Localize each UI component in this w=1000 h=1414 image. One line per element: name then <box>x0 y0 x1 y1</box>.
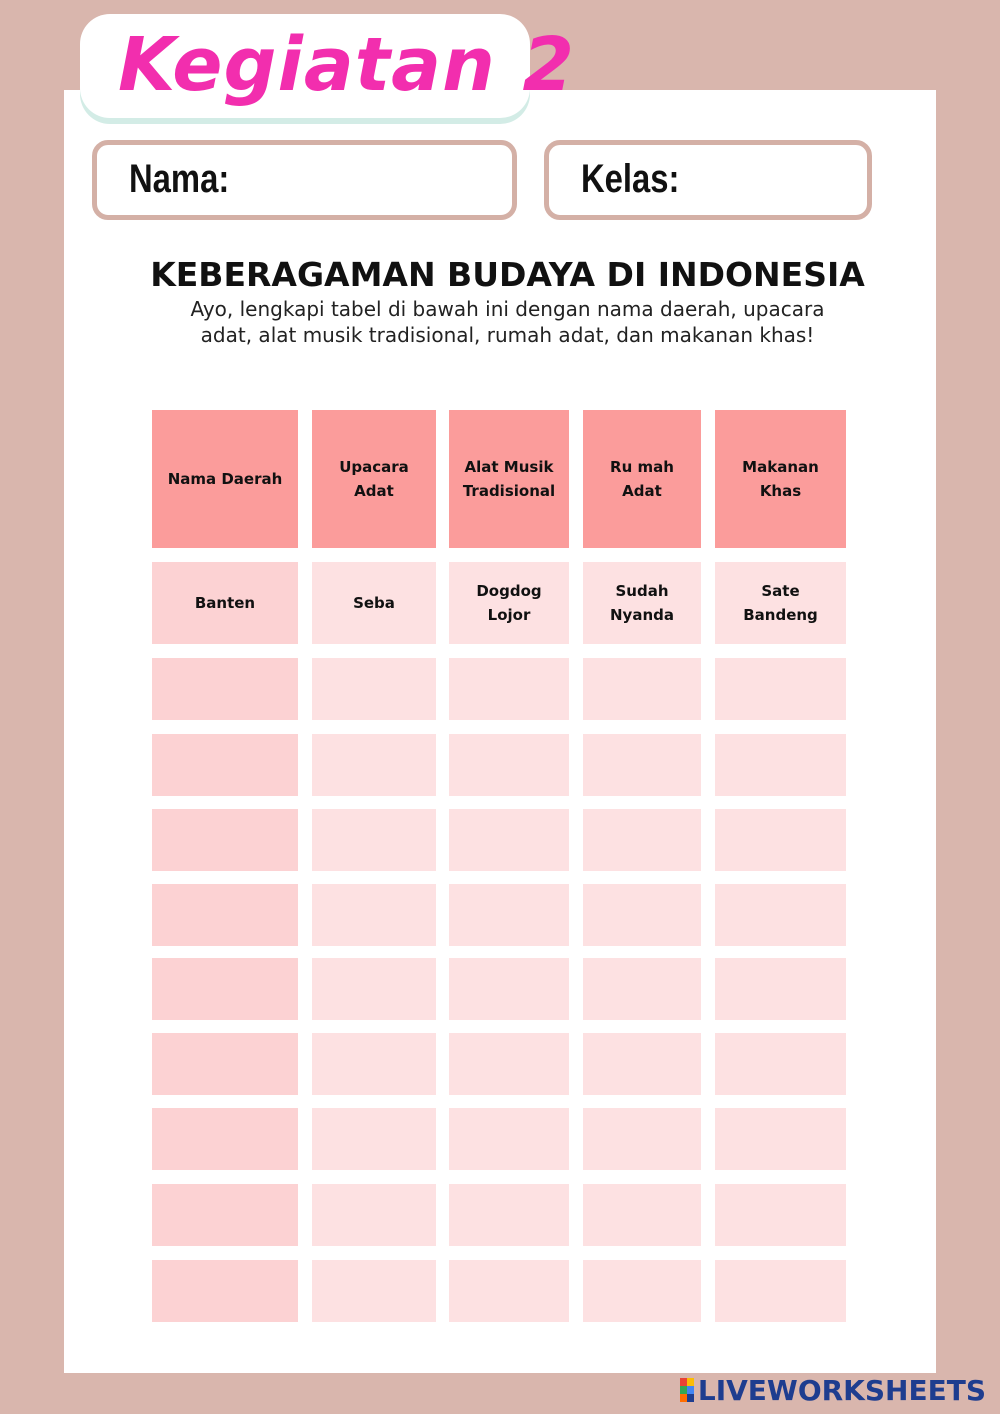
answer-cell-rumah-adat-input[interactable] <box>591 1259 693 1323</box>
answer-cell-alat-musik[interactable] <box>449 1184 569 1246</box>
answer-cell-nama-daerah[interactable] <box>152 1184 298 1246</box>
example-alat-musik-text <box>476 579 541 627</box>
answer-cell-nama-daerah[interactable] <box>152 1260 298 1322</box>
answer-cell-nama-daerah-input[interactable] <box>160 957 290 1021</box>
answer-cell-makanan-khas[interactable] <box>715 958 846 1020</box>
instructions <box>120 296 895 348</box>
example-nama-daerah-text <box>195 591 255 615</box>
example-alat-musik-line: Dogdog <box>476 582 542 600</box>
answer-cell-alat-musik[interactable] <box>449 1260 569 1322</box>
answer-cell-alat-musik[interactable] <box>449 958 569 1020</box>
answer-cell-rumah-adat-input[interactable] <box>591 1107 693 1171</box>
answer-cell-nama-daerah-input[interactable] <box>160 1032 290 1096</box>
answer-cell-makanan-khas[interactable] <box>715 1260 846 1322</box>
answer-cell-makanan-khas[interactable] <box>715 1108 846 1170</box>
answer-cell-alat-musik-input[interactable] <box>457 733 561 797</box>
answer-cell-nama-daerah-input[interactable] <box>160 883 290 947</box>
name-label: Nama: <box>129 157 230 201</box>
answer-cell-rumah-adat[interactable] <box>583 1033 701 1095</box>
header-makanan-khas-text <box>742 455 819 503</box>
answer-cell-makanan-khas-input[interactable] <box>723 1259 838 1323</box>
example-rumah-adat-line: Nyanda <box>610 606 674 624</box>
example-upacara-adat-text <box>353 591 395 615</box>
answer-cell-alat-musik-input[interactable] <box>457 957 561 1021</box>
answer-cell-nama-daerah[interactable] <box>152 884 298 946</box>
answer-cell-rumah-adat[interactable] <box>583 958 701 1020</box>
header-alat-musik-text <box>463 455 555 503</box>
example-upacara-adat <box>312 562 436 644</box>
answer-cell-upacara-adat[interactable] <box>312 884 436 946</box>
answer-cell-nama-daerah[interactable] <box>152 658 298 720</box>
answer-cell-alat-musik[interactable] <box>449 658 569 720</box>
answer-cell-upacara-adat[interactable] <box>312 1184 436 1246</box>
answer-cell-upacara-adat[interactable] <box>312 734 436 796</box>
answer-cell-makanan-khas[interactable] <box>715 884 846 946</box>
answer-cell-upacara-adat-input[interactable] <box>320 1032 428 1096</box>
answer-cell-makanan-khas-input[interactable] <box>723 657 838 721</box>
answer-cell-nama-daerah-input[interactable] <box>160 1107 290 1171</box>
answer-cell-makanan-khas-input[interactable] <box>723 1032 838 1096</box>
example-rumah-adat-line: Sudah <box>615 582 669 600</box>
answer-cell-upacara-adat[interactable] <box>312 809 436 871</box>
answer-cell-rumah-adat-input[interactable] <box>591 657 693 721</box>
answer-cell-nama-daerah-input[interactable] <box>160 733 290 797</box>
answer-cell-rumah-adat-input[interactable] <box>591 957 693 1021</box>
answer-cell-makanan-khas-input[interactable] <box>723 957 838 1021</box>
answer-cell-nama-daerah-input[interactable] <box>160 808 290 872</box>
answer-cell-nama-daerah[interactable] <box>152 1108 298 1170</box>
answer-cell-rumah-adat-input[interactable] <box>591 733 693 797</box>
answer-cell-nama-daerah[interactable] <box>152 809 298 871</box>
answer-cell-nama-daerah[interactable] <box>152 1033 298 1095</box>
header-upacara-adat <box>312 410 436 548</box>
answer-cell-makanan-khas-input[interactable] <box>723 1107 838 1171</box>
brand-name: LIVEWORKSHEETS <box>697 1373 986 1407</box>
answer-cell-nama-daerah[interactable] <box>152 958 298 1020</box>
example-makanan-khas-line: Sate <box>761 582 800 600</box>
answer-cell-rumah-adat[interactable] <box>583 1108 701 1170</box>
answer-cell-upacara-adat[interactable] <box>312 1108 436 1170</box>
answer-cell-alat-musik-input[interactable] <box>457 808 561 872</box>
answer-cell-rumah-adat-input[interactable] <box>591 883 693 947</box>
answer-cell-rumah-adat-input[interactable] <box>591 1183 693 1247</box>
instructions-line-1: Ayo, lengkapi tabel di bawah ini dengan nama daerah, upacara <box>190 297 825 321</box>
example-upacara-adat-line: Seba <box>353 594 395 612</box>
name-input[interactable] <box>247 159 501 205</box>
answer-cell-makanan-khas-input[interactable] <box>723 808 838 872</box>
answer-cell-rumah-adat-input[interactable] <box>591 808 693 872</box>
name-field[interactable] <box>92 140 517 220</box>
answer-cell-upacara-adat-input[interactable] <box>320 1183 428 1247</box>
answer-cell-makanan-khas[interactable] <box>715 658 846 720</box>
header-upacara-adat-line: Adat <box>354 482 394 500</box>
liveworksheets-logo <box>680 1374 986 1406</box>
header-rumah-adat <box>583 410 701 548</box>
answer-cell-rumah-adat-input[interactable] <box>591 1032 693 1096</box>
answer-cell-alat-musik-input[interactable] <box>457 1259 561 1323</box>
answer-cell-upacara-adat[interactable] <box>312 958 436 1020</box>
answer-cell-alat-musik[interactable] <box>449 809 569 871</box>
answer-cell-makanan-khas[interactable] <box>715 734 846 796</box>
header-nama-daerah-line: Nama Daerah <box>167 470 283 488</box>
answer-cell-makanan-khas-input[interactable] <box>723 733 838 797</box>
answer-cell-rumah-adat[interactable] <box>583 734 701 796</box>
answer-cell-upacara-adat-input[interactable] <box>320 957 428 1021</box>
answer-cell-alat-musik-input[interactable] <box>457 657 561 721</box>
header-rumah-adat-text <box>610 455 674 503</box>
answer-cell-rumah-adat[interactable] <box>583 884 701 946</box>
answer-cell-makanan-khas-input[interactable] <box>723 1183 838 1247</box>
answer-cell-upacara-adat[interactable] <box>312 1033 436 1095</box>
answer-cell-nama-daerah-input[interactable] <box>160 1183 290 1247</box>
answer-cell-alat-musik-input[interactable] <box>457 1107 561 1171</box>
example-rumah-adat <box>583 562 701 644</box>
class-field[interactable] <box>544 140 872 220</box>
worksheet-heading: KEBERAGAMAN BUDAYA DI INDONESIA <box>150 255 865 294</box>
example-rumah-adat-text <box>610 579 674 627</box>
example-makanan-khas <box>715 562 846 644</box>
example-makanan-khas-text <box>743 579 818 627</box>
answer-cell-rumah-adat[interactable] <box>583 809 701 871</box>
header-alat-musik <box>449 410 569 548</box>
answer-cell-nama-daerah[interactable] <box>152 734 298 796</box>
answer-cell-upacara-adat[interactable] <box>312 1260 436 1322</box>
answer-cell-upacara-adat-input[interactable] <box>320 1259 428 1323</box>
example-makanan-khas-line: Bandeng <box>743 606 818 624</box>
header-makanan-khas-line: Khas <box>759 482 802 500</box>
class-label: Kelas: <box>581 157 680 201</box>
answer-cell-rumah-adat[interactable] <box>583 1260 701 1322</box>
header-makanan-khas-line: Makanan <box>742 458 819 476</box>
header-alat-musik-line: Alat Musik <box>464 458 554 476</box>
answer-cell-alat-musik-input[interactable] <box>457 883 561 947</box>
header-rumah-adat-line: Adat <box>622 482 662 500</box>
liveworksheets-icon <box>680 1378 694 1402</box>
answer-cell-makanan-khas[interactable] <box>715 1184 846 1246</box>
header-alat-musik-line: Tradisional <box>462 482 556 500</box>
example-nama-daerah-line: Banten <box>194 594 256 612</box>
answer-cell-alat-musik-input[interactable] <box>457 1032 561 1096</box>
header-upacara-adat-text <box>339 455 409 503</box>
answer-cell-nama-daerah-input[interactable] <box>160 657 290 721</box>
answer-cell-rumah-adat[interactable] <box>583 658 701 720</box>
example-nama-daerah <box>152 562 298 644</box>
answer-cell-upacara-adat-input[interactable] <box>320 808 428 872</box>
answer-cell-alat-musik-input[interactable] <box>457 1183 561 1247</box>
header-upacara-adat-line: Upacara <box>339 458 409 476</box>
answer-cell-makanan-khas[interactable] <box>715 1033 846 1095</box>
page-title: Kegiatan 2 <box>118 22 575 108</box>
answer-cell-nama-daerah-input[interactable] <box>160 1259 290 1323</box>
answer-cell-makanan-khas[interactable] <box>715 809 846 871</box>
class-input[interactable] <box>689 159 863 205</box>
answer-cell-upacara-adat-input[interactable] <box>320 733 428 797</box>
header-nama-daerah-text <box>168 467 283 491</box>
example-alat-musik-line: Lojor <box>487 606 531 624</box>
answer-cell-upacara-adat[interactable] <box>312 658 436 720</box>
answer-cell-upacara-adat-input[interactable] <box>320 657 428 721</box>
answer-cell-alat-musik[interactable] <box>449 734 569 796</box>
answer-cell-upacara-adat-input[interactable] <box>320 1107 428 1171</box>
header-rumah-adat-line: Ru mah <box>610 458 674 476</box>
header-makanan-khas <box>715 410 846 548</box>
answer-cell-alat-musik[interactable] <box>449 884 569 946</box>
example-alat-musik <box>449 562 569 644</box>
answer-cell-alat-musik[interactable] <box>449 1033 569 1095</box>
answer-cell-upacara-adat-input[interactable] <box>320 883 428 947</box>
instructions-line-2: adat, alat musik tradisional, rumah adat, dan makanan khas! <box>200 323 815 347</box>
header-nama-daerah <box>152 410 298 548</box>
answer-cell-rumah-adat[interactable] <box>583 1184 701 1246</box>
answer-cell-alat-musik[interactable] <box>449 1108 569 1170</box>
answer-cell-makanan-khas-input[interactable] <box>723 883 838 947</box>
